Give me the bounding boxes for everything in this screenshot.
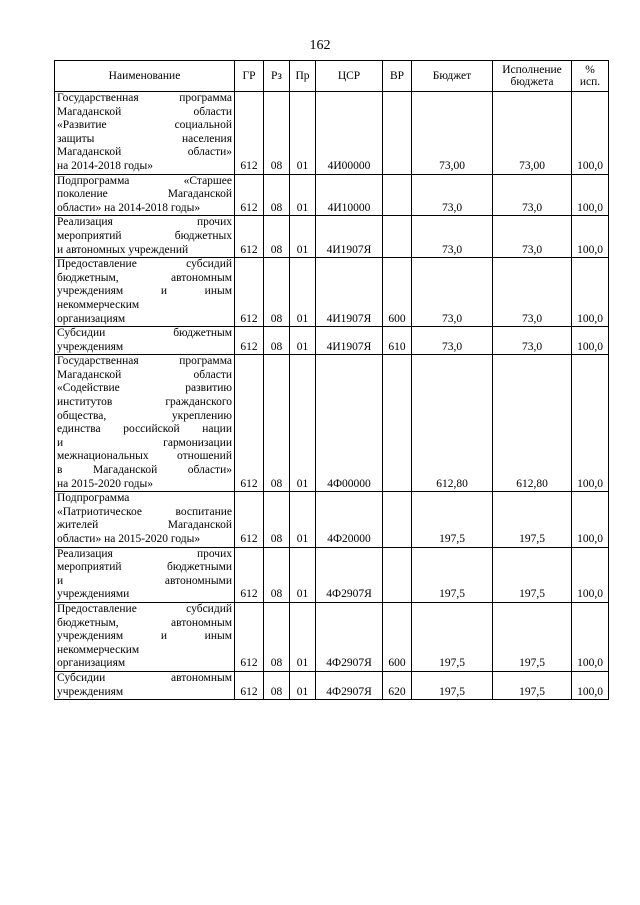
table-row xyxy=(55,492,609,547)
percent-cell: 100,0 xyxy=(572,671,609,699)
vr-cell: 600 xyxy=(383,258,412,327)
pr-cell: 01 xyxy=(290,174,316,216)
pr-cell: 01 xyxy=(290,602,316,671)
percent-cell: 100,0 xyxy=(572,355,609,492)
table-row xyxy=(55,174,609,216)
budget-cell: 197,5 xyxy=(412,492,493,547)
table-row xyxy=(55,327,609,355)
name-line: единства российской нации xyxy=(57,423,232,436)
header-name: Наименование xyxy=(55,61,235,92)
table-row xyxy=(55,216,609,258)
name-line: защиты населения xyxy=(57,132,232,145)
page-number: 162 xyxy=(309,38,331,53)
rz-cell: 08 xyxy=(264,492,290,547)
name-line: Реализация прочих xyxy=(57,547,232,560)
name-line-last: организациям xyxy=(57,312,126,325)
header-budget: Бюджет xyxy=(412,61,493,92)
name-cell xyxy=(55,671,235,699)
name-cell xyxy=(55,258,235,327)
name-line: и гармонизации xyxy=(57,436,232,449)
budget-cell: 73,0 xyxy=(412,174,493,216)
vr-cell: 600 xyxy=(383,602,412,671)
name-line: поколение Магаданской xyxy=(57,188,232,201)
name-line: жителей Магаданской xyxy=(57,519,232,532)
name-cell xyxy=(55,602,235,671)
name-cell xyxy=(55,492,235,547)
name-line: Подпрограмма xyxy=(57,492,130,505)
pr-cell: 01 xyxy=(290,355,316,492)
name-line: бюджетным, автономным xyxy=(57,271,232,284)
gr-cell: 612 xyxy=(235,602,264,671)
budget-table xyxy=(54,60,609,700)
gr-cell: 612 xyxy=(235,92,264,175)
vr-cell: 620 xyxy=(383,671,412,699)
name-line: Реализация прочих xyxy=(57,216,232,229)
header-pr: Пр xyxy=(290,61,316,92)
name-line: некоммерческим xyxy=(57,298,140,311)
execution-cell: 612,80 xyxy=(493,355,572,492)
table-row xyxy=(55,258,609,327)
percent-cell: 100,0 xyxy=(572,258,609,327)
name-line: «Патриотическое воспитание xyxy=(57,505,232,518)
name-line: «Содействие развитию xyxy=(57,382,232,395)
rz-cell: 08 xyxy=(264,92,290,175)
csr-cell: 4И1907Я xyxy=(316,216,383,258)
budget-cell: 73,0 xyxy=(412,258,493,327)
name-line: Субсидии автономным xyxy=(57,671,232,684)
percent-cell: 100,0 xyxy=(572,547,609,602)
csr-cell: 4И1907Я xyxy=(316,258,383,327)
name-line: и автономными xyxy=(57,574,232,587)
header-percent: % исп. xyxy=(572,61,609,92)
percent-cell: 100,0 xyxy=(572,174,609,216)
rz-cell: 08 xyxy=(264,602,290,671)
pr-cell: 01 xyxy=(290,671,316,699)
name-cell xyxy=(55,92,235,175)
budget-cell: 197,5 xyxy=(412,602,493,671)
execution-cell: 73,0 xyxy=(493,258,572,327)
table-row xyxy=(55,671,609,699)
name-line: учреждениям и иным xyxy=(57,630,232,643)
percent-cell: 100,0 xyxy=(572,216,609,258)
execution-cell: 73,0 xyxy=(493,327,572,355)
execution-cell: 73,0 xyxy=(493,216,572,258)
name-line: мероприятий бюджетных xyxy=(57,229,232,242)
name-line: общества, укреплению xyxy=(57,409,232,422)
rz-cell: 08 xyxy=(264,216,290,258)
name-line: Подпрограмма «Старшее xyxy=(57,174,232,187)
csr-cell: 4Ф00000 xyxy=(316,355,383,492)
name-line: межнациональных отношений xyxy=(57,450,232,463)
gr-cell: 612 xyxy=(235,492,264,547)
name-line: в Магаданской области» xyxy=(57,464,232,477)
csr-cell: 4И1907Я xyxy=(316,327,383,355)
name-line: учреждениям и иным xyxy=(57,285,232,298)
name-line-last: и автономных учреждений xyxy=(57,243,189,256)
execution-cell: 197,5 xyxy=(493,492,572,547)
name-line-last: на 2015-2020 годы» xyxy=(57,477,154,490)
csr-cell: 4Ф2907Я xyxy=(316,602,383,671)
pr-cell: 01 xyxy=(290,547,316,602)
table-row xyxy=(55,602,609,671)
budget-cell: 197,5 xyxy=(412,671,493,699)
vr-cell: 610 xyxy=(383,327,412,355)
execution-cell: 197,5 xyxy=(493,671,572,699)
budget-cell: 73,0 xyxy=(412,327,493,355)
percent-cell: 100,0 xyxy=(572,492,609,547)
csr-cell: 4Ф20000 xyxy=(316,492,383,547)
name-line-last: учреждениями xyxy=(57,588,130,601)
name-line: Магаданской области xyxy=(57,368,232,381)
vr-cell xyxy=(383,547,412,602)
csr-cell: 4Ф2907Я xyxy=(316,547,383,602)
gr-cell: 612 xyxy=(235,216,264,258)
header-execution: Исполнение бюджета xyxy=(493,61,572,92)
name-line: «Развитие социальной xyxy=(57,119,232,132)
gr-cell: 612 xyxy=(235,174,264,216)
rz-cell: 08 xyxy=(264,258,290,327)
pr-cell: 01 xyxy=(290,327,316,355)
rz-cell: 08 xyxy=(264,671,290,699)
table-header-row xyxy=(55,61,609,92)
header-vr: ВР xyxy=(383,61,412,92)
pr-cell: 01 xyxy=(290,92,316,175)
percent-cell: 100,0 xyxy=(572,92,609,175)
execution-cell: 73,00 xyxy=(493,92,572,175)
name-line: Магаданской области» xyxy=(57,146,232,159)
execution-cell: 197,5 xyxy=(493,602,572,671)
name-line: Государственная программа xyxy=(57,92,232,104)
gr-cell: 612 xyxy=(235,327,264,355)
name-line: мероприятий бюджетными xyxy=(57,561,232,574)
rz-cell: 08 xyxy=(264,327,290,355)
percent-cell: 100,0 xyxy=(572,327,609,355)
name-cell xyxy=(55,174,235,216)
vr-cell xyxy=(383,492,412,547)
table-body xyxy=(55,92,609,700)
name-line: бюджетным, автономным xyxy=(57,616,232,629)
pr-cell: 01 xyxy=(290,216,316,258)
gr-cell: 612 xyxy=(235,547,264,602)
table-row xyxy=(55,355,609,492)
vr-cell xyxy=(383,216,412,258)
gr-cell: 612 xyxy=(235,671,264,699)
rz-cell: 08 xyxy=(264,174,290,216)
budget-cell: 612,80 xyxy=(412,355,493,492)
name-cell xyxy=(55,216,235,258)
name-cell xyxy=(55,547,235,602)
vr-cell xyxy=(383,355,412,492)
pr-cell: 01 xyxy=(290,492,316,547)
percent-cell: 100,0 xyxy=(572,602,609,671)
csr-cell: 4И00000 xyxy=(316,92,383,175)
rz-cell: 08 xyxy=(264,547,290,602)
name-line-last: на 2014-2018 годы» xyxy=(57,159,154,172)
budget-cell: 197,5 xyxy=(412,547,493,602)
header-gr: ГР xyxy=(235,61,264,92)
execution-cell: 197,5 xyxy=(493,547,572,602)
name-line: Предоставление субсидий xyxy=(57,602,232,615)
execution-cell: 73,0 xyxy=(493,174,572,216)
table-row xyxy=(55,92,609,175)
name-cell xyxy=(55,327,235,355)
pr-cell: 01 xyxy=(290,258,316,327)
vr-cell xyxy=(383,174,412,216)
name-line: некоммерческим xyxy=(57,643,140,656)
header-csr: ЦСР xyxy=(316,61,383,92)
rz-cell: 08 xyxy=(264,355,290,492)
name-line-last: организациям xyxy=(57,657,126,670)
csr-cell: 4И10000 xyxy=(316,174,383,216)
vr-cell xyxy=(383,92,412,175)
table-row xyxy=(55,547,609,602)
name-line-last: учреждениям xyxy=(57,685,124,698)
budget-cell: 73,0 xyxy=(412,216,493,258)
name-line: Предоставление субсидий xyxy=(57,258,232,271)
name-line: Субсидии бюджетным xyxy=(57,327,232,340)
name-line-last: учреждениям xyxy=(57,340,124,353)
gr-cell: 612 xyxy=(235,355,264,492)
gr-cell: 612 xyxy=(235,258,264,327)
header-rz: Рз xyxy=(264,61,290,92)
name-line: Магаданской области xyxy=(57,105,232,118)
name-line: Государственная программа xyxy=(57,355,232,368)
name-line: институтов гражданского xyxy=(57,396,232,409)
name-cell xyxy=(55,355,235,492)
name-line-last: области» на 2015-2020 годы» xyxy=(57,533,201,545)
name-line-last: области» на 2014-2018 годы» xyxy=(57,201,201,214)
budget-cell: 73,00 xyxy=(412,92,493,175)
csr-cell: 4Ф2907Я xyxy=(316,671,383,699)
